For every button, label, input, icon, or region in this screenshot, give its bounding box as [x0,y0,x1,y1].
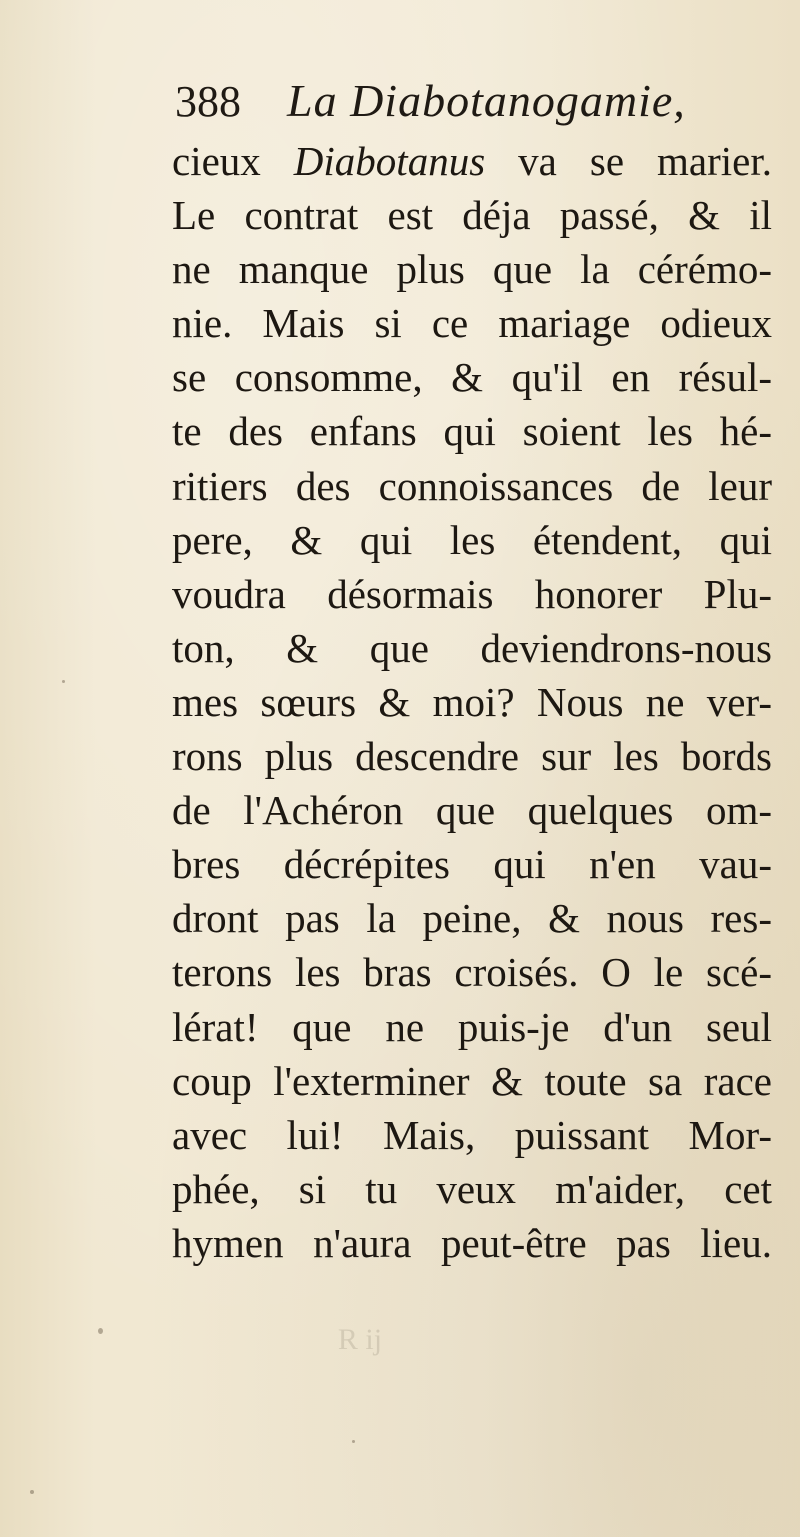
text-line: terons les bras croisés. O le scé- [172,949,772,996]
text-line: nie. Mais si ce mariage odieux [172,300,772,347]
text-line: se consomme, & qu'il en résul- [172,354,772,401]
text-line: mes sœurs & moi? Nous ne ver- [172,678,772,725]
italic-name: Diabotanus [293,138,486,184]
page-number: 388 [175,77,241,126]
text-line: dront pas la peine, & nous res- [172,895,772,942]
text-line: ne manque plus que la cérémo- [172,246,772,293]
text-line: voudra désormais honorer Plu- [172,570,772,617]
paper-speck [352,1440,355,1443]
text-line: coup l'exterminer & toute sa race [172,1057,772,1104]
text-line: phée, si tu veux m'aider, cet [172,1165,772,1212]
text-line: bres décrépites qui n'en vau- [172,841,772,888]
paper-speck [30,1490,34,1494]
text-line: cieux Diabotanus va se marier. [172,138,772,184]
body-text [172,134,772,1270]
text-line: pere, & qui les étendent, qui [172,516,772,563]
text-line: ton, & que deviendrons-nous [172,624,772,671]
text-line: lérat! que ne puis-je d'un seul [172,1003,772,1050]
text-line: avec lui! Mais, puissant Mor- [172,1111,772,1158]
text-line: Le contrat est déja passé, & il [172,192,772,239]
text-line: hymen n'aura peut-être pas lieu. [172,1219,772,1266]
text-line: rons plus descendre sur les bords [172,733,772,780]
paper-speck [62,680,65,683]
running-head [175,74,775,134]
text-line: te des enfans qui soient les hé- [172,408,772,455]
paper-speck [98,1328,103,1334]
text-line: de l'Achéron que quelques om- [172,787,772,834]
text-line: ritiers des connoissances de leur [172,462,772,509]
running-title: La Diabotanogamie, [287,75,686,126]
signature-mark: R ij [337,1323,383,1356]
